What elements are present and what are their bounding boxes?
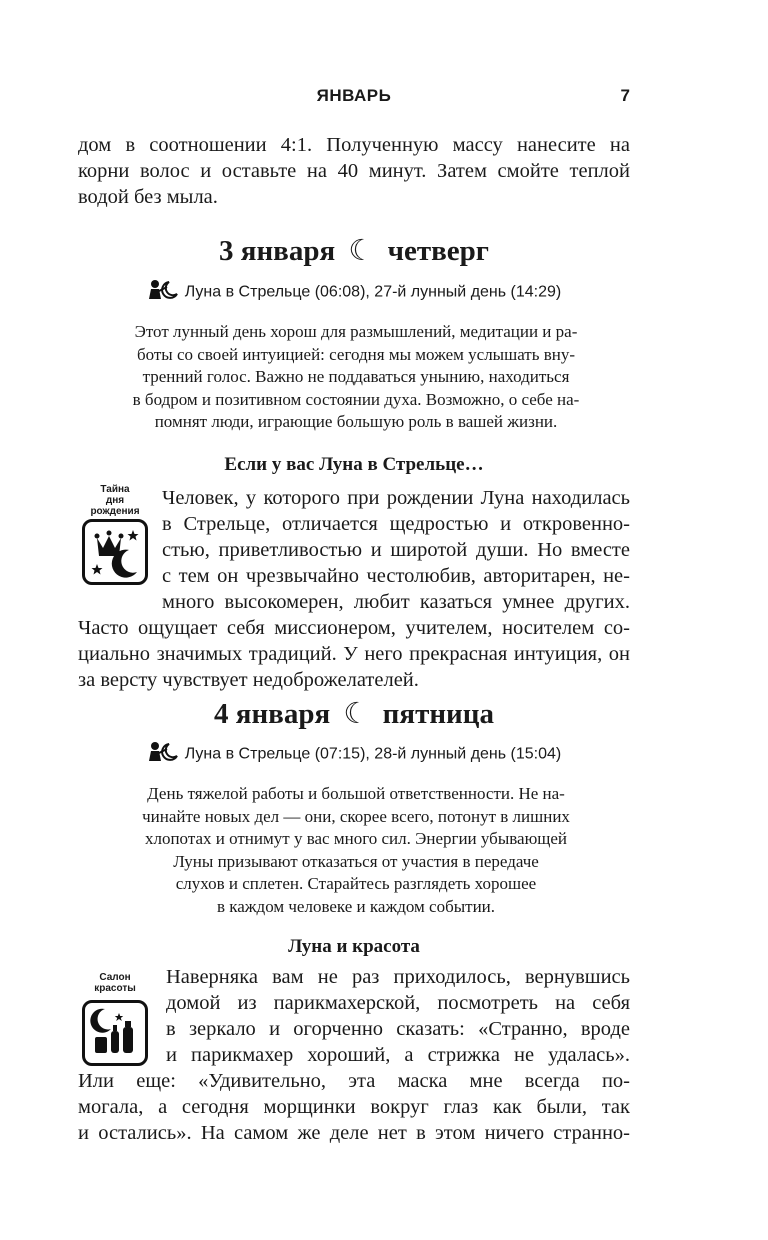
day-heading-jan-3 (78, 234, 630, 268)
moon-info-line (78, 279, 630, 306)
text-line: Этот лунный день хорош для размышлений, медитации и ра- (134, 322, 578, 341)
moon-info-line (78, 741, 630, 768)
text-line: День тяжелой работы и большой ответственности. Не на- (147, 784, 565, 803)
day-heading-jan-4 (78, 697, 630, 731)
text-line: корни волос и оставьте на 40 минут. Затем смойте теплой (78, 160, 630, 182)
crescent-moon-icon: ☾ (348, 235, 375, 267)
person-moon-icon (147, 741, 179, 768)
body-paragraph-indented (166, 964, 630, 1068)
page-header (78, 86, 630, 112)
text-line: стью, приветливостью и широтой души. Но вместе (162, 539, 630, 561)
text-line: Или еще: «Удивительно, эта маска мне всегда по- (78, 1070, 630, 1092)
birth-secret-badge (76, 484, 154, 585)
text-line: с тем он чрезвычайно честолюбив, авторитарен, не- (162, 565, 630, 587)
heading-date: 3 января (219, 235, 336, 267)
text-line: циально значимых традиций. У него прекрасная интуиция, он (78, 643, 630, 665)
text-line: боты со своей интуицией: сегодня мы можем услышать вну- (136, 344, 576, 364)
section-subheading: Если у вас Луна в Стрельце… (224, 454, 484, 475)
beauty-salon-icon (82, 1000, 148, 1066)
badge-caption: рождения (90, 506, 140, 517)
page-number: 7 (620, 86, 630, 105)
text-line: и парикмахер хороший, а стрижка не удалась». (166, 1044, 630, 1066)
running-title: ЯНВАРЬ (316, 86, 392, 105)
body-paragraph-indented (162, 485, 630, 615)
crescent-moon-icon: ☾ (343, 698, 370, 730)
moon-info-text: Луна в Стрельце (06:08), 27-й лунный день (14:29) (184, 283, 562, 301)
text-line: Часто ощущает себя миссионером, учителем, носителем со- (78, 617, 630, 639)
text-line: тренний голос. Важно не поддаваться унынию, находиться (142, 367, 570, 386)
text-line: помнят люди, играющие большую роль в вашей жизни. (154, 412, 558, 431)
text-line: за версту чувствует недоброжелателей. (78, 669, 419, 691)
text-line: дом в соотношении 4:1. Полученную массу нанесите на (78, 134, 630, 156)
day-summary (96, 321, 616, 434)
text-line: Наверняка вам не раз приходилось, вернувшись (166, 966, 630, 988)
text-line: в каждом человеке и каждом событии. (216, 896, 496, 916)
text-line: хлопотах и отнимут у вас много сил. Энергии убывающей (144, 829, 568, 848)
text-line: могала, а сегодня морщинки вокруг глаз как были, так (78, 1096, 630, 1118)
body-paragraph (78, 615, 630, 693)
badge-caption: Салон (99, 972, 131, 983)
text-line: в Стрельце, отличается щедростью и откровенно- (162, 513, 630, 535)
badge-caption: Тайна (100, 484, 130, 495)
heading-date: 4 января (214, 698, 331, 730)
text-line: много высокомерен, любит казаться умнее других. (162, 591, 630, 613)
beauty-salon-badge (76, 972, 154, 1066)
text-line: слухов и сплетен. Старайтесь разглядеть хорошее (175, 874, 537, 893)
crown-moon-stars-icon (82, 519, 148, 585)
text-line: чинайте новых дел — они, скорее всего, потонут в лишних (142, 806, 570, 826)
body-paragraph (78, 1068, 630, 1146)
heading-weekday: пятница (382, 698, 494, 730)
text-line: и остались». На самом же деле нет в этом ничего странно- (78, 1122, 630, 1144)
heading-weekday: четверг (387, 235, 489, 267)
text-line: в зеркало и огорченно сказать: «Странно, вроде (166, 1018, 630, 1040)
person-moon-icon (147, 279, 179, 306)
section-subheading: Луна и красота (288, 936, 420, 957)
badge-caption: красоты (94, 983, 136, 994)
intro-paragraph (78, 132, 630, 210)
moon-info-text: Луна в Стрельце (07:15), 28-й лунный день (15:04) (184, 745, 562, 763)
text-line: Человек, у которого при рождении Луна находилась (162, 487, 630, 509)
day-summary (96, 783, 616, 918)
text-line: Луны призывают отказаться от участия в передаче (173, 851, 539, 871)
text-line: водой без мыла. (78, 186, 218, 208)
text-line: в бодром и позитивном состоянии духа. Возможно, о себе на- (132, 389, 580, 409)
text-line: домой из парикмахерской, посмотреть на себя (166, 992, 630, 1014)
badge-caption: дня (105, 495, 125, 506)
